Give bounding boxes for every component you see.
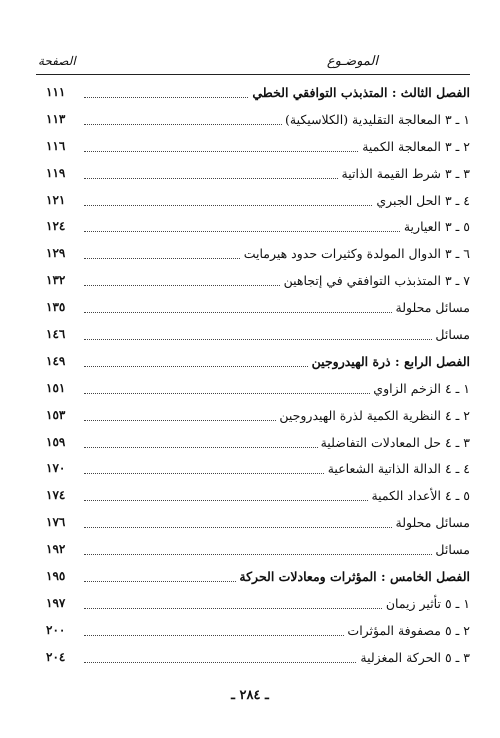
toc-entry-page: ١٩٢ bbox=[46, 542, 66, 557]
topic-column-header: الموضـوع bbox=[326, 54, 378, 69]
toc-entry-row bbox=[36, 618, 470, 645]
toc-entry-row bbox=[36, 376, 470, 403]
toc-entry-title: الفصل الرابع : ذرة الهيدروجين bbox=[309, 354, 470, 369]
toc-entry-row bbox=[36, 645, 470, 672]
toc-entry-row bbox=[36, 510, 470, 537]
toc-entry-page: ١٤٩ bbox=[46, 353, 66, 368]
toc-list bbox=[36, 80, 470, 672]
toc-entry-page: ١٧٠ bbox=[46, 461, 66, 476]
toc-entry-row bbox=[36, 322, 470, 349]
toc-chapter-row bbox=[36, 349, 470, 376]
toc-entry-row bbox=[36, 295, 470, 322]
toc-entry-page: ١١٩ bbox=[46, 165, 66, 180]
toc-chapter-row bbox=[36, 80, 470, 107]
toc-entry-row bbox=[36, 403, 470, 430]
toc-entry-page: ١٢٩ bbox=[46, 246, 66, 261]
toc-entry-page: ١٣٢ bbox=[46, 273, 66, 288]
toc-entry-row bbox=[36, 591, 470, 618]
toc-entry-page: ١٩٧ bbox=[46, 595, 66, 610]
toc-entry-row bbox=[36, 241, 470, 268]
toc-entry-row bbox=[36, 537, 470, 564]
toc-entry-row bbox=[36, 188, 470, 215]
toc-header bbox=[36, 52, 470, 75]
toc-entry-page: ١١٦ bbox=[46, 138, 66, 153]
toc-entry-title: مسائل bbox=[432, 327, 470, 342]
dot-leader bbox=[84, 339, 462, 340]
toc-entry-title: ٣ ـ ٤ حل المعادلات التفاضلية bbox=[318, 435, 470, 450]
toc-entry-page: ١٤٦ bbox=[46, 327, 66, 342]
toc-entry-title: ١ ـ ٥ تأثير زيمان bbox=[383, 596, 470, 611]
toc-entry-title: مسائل محلولة bbox=[393, 515, 470, 530]
toc-entry-page: ١٩٥ bbox=[46, 569, 66, 584]
toc-entry-row bbox=[36, 107, 470, 134]
toc-entry-title: الفصل الخامس : المؤثرات ومعادلات الحركة bbox=[236, 569, 470, 584]
toc-entry-title: ٦ ـ ٣ الدوال المولدة وكثيرات حدود هيرمايت bbox=[241, 246, 470, 261]
toc-entry-title: ٥ ـ ٣ العيارية bbox=[401, 219, 470, 234]
toc-entry-row bbox=[36, 134, 470, 161]
dot-leader bbox=[84, 554, 462, 555]
toc-entry-page: ١١٣ bbox=[46, 111, 66, 126]
toc-entry-title: ٢ ـ ٥ مصفوفة المؤثرات bbox=[344, 623, 470, 638]
toc-entry-title: ٢ ـ ٣ المعالجة الكمية bbox=[359, 139, 470, 154]
toc-entry-title: ٢ ـ ٤ النظرية الكمية لذرة الهيدروجين bbox=[276, 408, 470, 423]
toc-entry-title: ٧ ـ ٣ المتذبذب التوافقي في إتجاهين bbox=[281, 273, 470, 288]
toc-entry-title: ٣ ـ ٥ الحركة المغزلية bbox=[357, 650, 470, 665]
toc-entry-page: ١٥١ bbox=[46, 380, 66, 395]
toc-entry-row bbox=[36, 430, 470, 457]
toc-entry-page: ١١١ bbox=[46, 85, 66, 99]
toc-entry-page: ١٧٦ bbox=[46, 515, 66, 530]
toc-entry-page: ١٣٥ bbox=[46, 300, 66, 315]
toc-entry-row bbox=[36, 483, 470, 510]
page-column-header: الصفحة bbox=[38, 54, 76, 68]
toc-entry-page: ١٢١ bbox=[46, 192, 66, 207]
toc-entry-page: ١٧٤ bbox=[46, 488, 66, 503]
toc-entry-row bbox=[36, 268, 470, 295]
toc-entry-title: الفصل الثالث : المتذبذب التوافقي الخطي bbox=[249, 85, 470, 100]
toc-entry-page: ١٢٤ bbox=[46, 219, 66, 234]
toc-entry-page: ٢٠٠ bbox=[46, 622, 66, 637]
page-number: ـ ٢٨٤ ـ bbox=[231, 688, 269, 703]
toc-entry-row bbox=[36, 214, 470, 241]
toc-entry-page: ١٥٣ bbox=[46, 407, 66, 422]
toc-entry-row bbox=[36, 161, 470, 188]
toc-entry-title: مسائل bbox=[432, 542, 470, 557]
toc-entry-title: ٥ ـ ٤ الأعداد الكمية bbox=[368, 488, 470, 503]
toc-entry-title: مسائل محلولة bbox=[393, 300, 470, 315]
toc-entry-title: ١ ـ ٤ الزخم الزاوي bbox=[370, 381, 470, 396]
toc-entry-page: ١٥٩ bbox=[46, 434, 66, 449]
toc-entry-title: ٤ ـ ٤ الدالة الذاتية الشعاعية bbox=[325, 461, 470, 476]
toc-entry-title: ١ ـ ٣ المعالجة التقليدية (الكلاسيكية) bbox=[282, 112, 470, 127]
toc-entry-title: ٤ ـ ٣ الحل الجبري bbox=[373, 193, 470, 208]
toc-chapter-row bbox=[36, 564, 470, 591]
toc-entry-title: ٣ ـ ٣ شرط القيمة الذاتية bbox=[339, 166, 470, 181]
toc-entry-page: ٢٠٤ bbox=[46, 649, 66, 664]
toc-entry-row bbox=[36, 456, 470, 483]
